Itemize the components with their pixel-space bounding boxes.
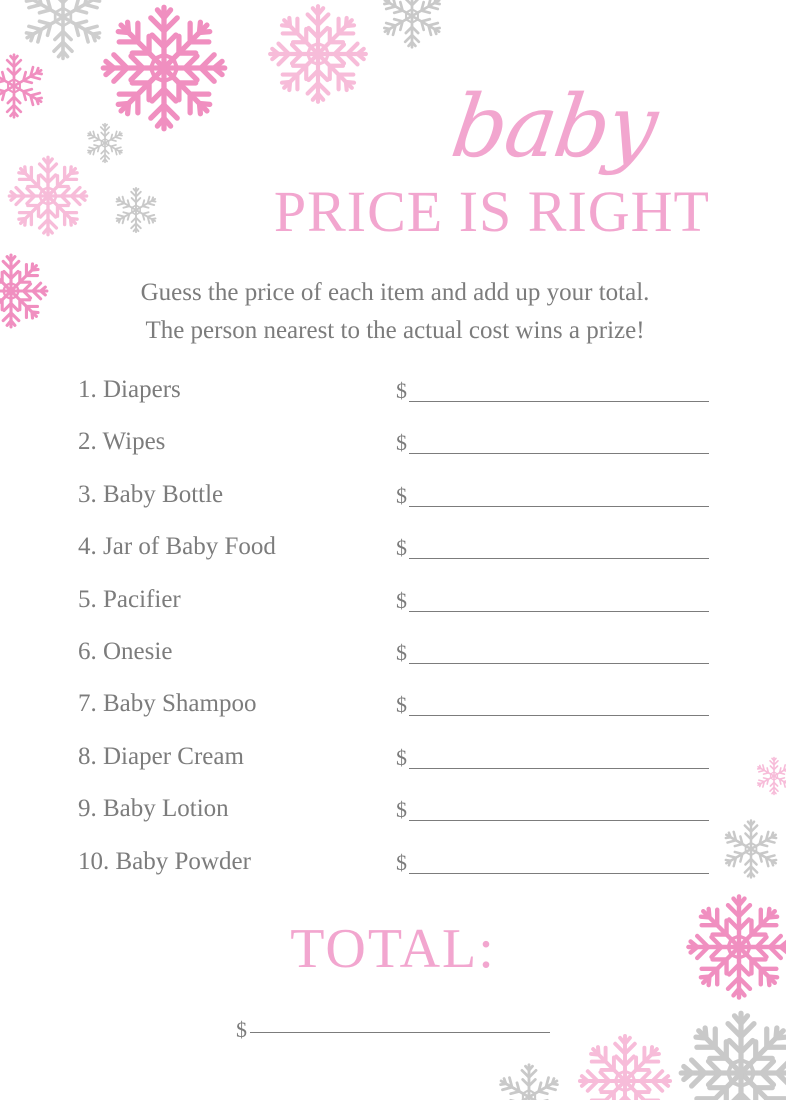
instructions bbox=[70, 274, 720, 350]
list-item bbox=[78, 581, 718, 633]
item-label: 3. Baby Bottle bbox=[78, 480, 224, 508]
price-blank[interactable] bbox=[409, 558, 709, 559]
item-label: 8. Diaper Cream bbox=[78, 742, 244, 770]
snowflake-icon bbox=[112, 186, 160, 234]
price-blank[interactable] bbox=[409, 663, 709, 664]
currency-symbol: $ bbox=[396, 639, 407, 665]
snowflake-icon bbox=[676, 1008, 786, 1100]
currency-symbol: $ bbox=[396, 535, 407, 561]
list-item bbox=[78, 738, 718, 790]
snowflake-icon bbox=[0, 252, 50, 330]
currency-symbol: $ bbox=[396, 430, 407, 456]
total-heading bbox=[0, 914, 786, 984]
price-blank[interactable] bbox=[409, 611, 709, 612]
item-label: 7. Baby Shampoo bbox=[78, 690, 257, 718]
item-label: 6. Onesie bbox=[78, 637, 173, 665]
snowflake-icon bbox=[494, 1062, 564, 1100]
currency-symbol: $ bbox=[396, 378, 407, 403]
script-title: baby bbox=[445, 77, 662, 177]
total-blank[interactable] bbox=[250, 1032, 550, 1033]
snowflake-icon bbox=[378, 0, 446, 50]
item-list bbox=[78, 371, 718, 895]
instructions-line-1: Guess the price of each item and add up your total. bbox=[140, 279, 650, 306]
snowflake-icon bbox=[6, 154, 90, 238]
list-item bbox=[78, 423, 718, 475]
item-label: 2. Wipes bbox=[78, 428, 166, 456]
snowflake-icon bbox=[84, 122, 126, 164]
price-blank[interactable] bbox=[409, 506, 709, 507]
list-item bbox=[78, 528, 718, 580]
total-label: TOTAL: bbox=[290, 918, 496, 980]
price-blank[interactable] bbox=[409, 453, 709, 454]
currency-symbol: $ bbox=[396, 692, 407, 718]
currency-symbol: $ bbox=[396, 744, 407, 770]
list-item bbox=[78, 685, 718, 737]
currency-symbol: $ bbox=[396, 482, 407, 508]
currency-symbol: $ bbox=[396, 849, 407, 875]
currency-symbol: $ bbox=[396, 797, 407, 823]
list-item bbox=[78, 476, 718, 528]
item-label: 5. Pacifier bbox=[78, 585, 181, 613]
item-label: 4. Jar of Baby Food bbox=[78, 533, 276, 561]
currency-symbol: $ bbox=[396, 587, 407, 613]
snowflake-icon bbox=[720, 818, 782, 880]
price-blank[interactable] bbox=[409, 401, 709, 402]
price-blank[interactable] bbox=[409, 768, 709, 769]
item-label: 10. Baby Powder bbox=[78, 847, 251, 875]
item-label: 1. Diapers bbox=[78, 376, 181, 403]
snowflake-icon bbox=[266, 2, 370, 106]
total-currency-symbol: $ bbox=[236, 1017, 247, 1042]
item-label: 9. Baby Lotion bbox=[78, 795, 229, 823]
price-blank[interactable] bbox=[409, 820, 709, 821]
list-item bbox=[78, 633, 718, 685]
list-item bbox=[78, 371, 718, 423]
snowflake-icon bbox=[0, 52, 48, 120]
list-item bbox=[78, 843, 718, 895]
instructions-line-2: The person nearest to the actual cost wins a prize! bbox=[145, 317, 645, 344]
list-item bbox=[78, 790, 718, 842]
snowflake-icon bbox=[576, 1032, 674, 1100]
price-blank[interactable] bbox=[409, 873, 709, 874]
snowflake-icon bbox=[98, 2, 230, 134]
snowflake-icon bbox=[754, 756, 786, 796]
page-title: PRICE IS RIGHT bbox=[273, 179, 710, 244]
price-blank[interactable] bbox=[409, 715, 709, 716]
